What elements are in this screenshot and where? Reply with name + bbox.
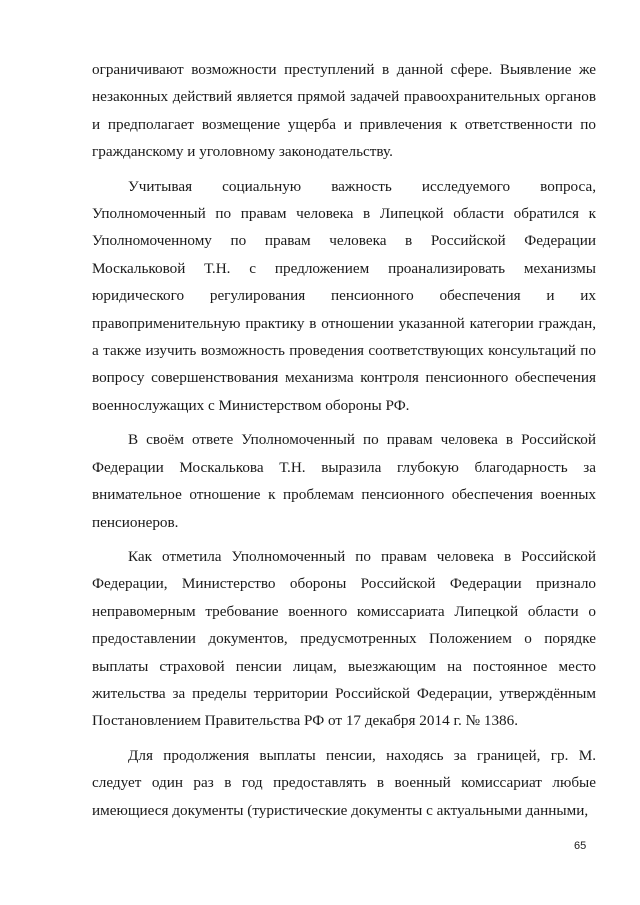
paragraph: Как отметила Уполномоченный по правам человека в Российской Федерации, Министерство обороны Российской Федерации признало неправомерным требование военного комиссариата Липецкой области о предоставлении документов, предусмотренных Положением о порядке выплаты страховой пенсии лицам, выезжающим на постоянное место жительства за пределы территории Российской Федерации, утверждённым Постановлением Правительства РФ от 17 декабря 2014 г. № 1386.	[92, 547, 596, 730]
paragraph: В своём ответе Уполномоченный по правам человека в Российской Федерации Москалькова Т.Н. выразила глубокую благодарность за внимательное отношение к проблемам пенсионного обеспечения военных пенсионеров.	[92, 431, 596, 531]
page-number: 65	[574, 840, 587, 852]
body-text	[92, 56, 596, 831]
paragraph: Учитывая социальную важность исследуемого вопроса, Уполномоченный по правам человека в Липецкой области обратился к Уполномоченному по правам человека в Российской Федерации Москальковой Т.Н. с предложением проанализировать механизмы юридического регулирования пенсионного обеспечения и их правоприменительную практику в отношении указанной категории граждан, а также изучить возможность проведения соответствующих консультаций по вопросу совершенствования механизма контроля пенсионного обеспечения военнослужащих с Министерством обороны РФ.	[92, 177, 596, 414]
paragraph-continued: ограничивают возможности преступлений в данной сфере. Выявление же незаконных действий является прямой задачей правоохранительных органов и предполагает возмещение ущерба и привлечения к ответственности по гражданскому и уголовному законодательству.	[92, 61, 596, 161]
paragraph: Для продолжения выплаты пенсии, находясь за границей, гр. М. следует один раз в год предоставлять в военный комиссариат любые имеющиеся документы (туристические документы с актуальными данными,	[92, 746, 596, 819]
